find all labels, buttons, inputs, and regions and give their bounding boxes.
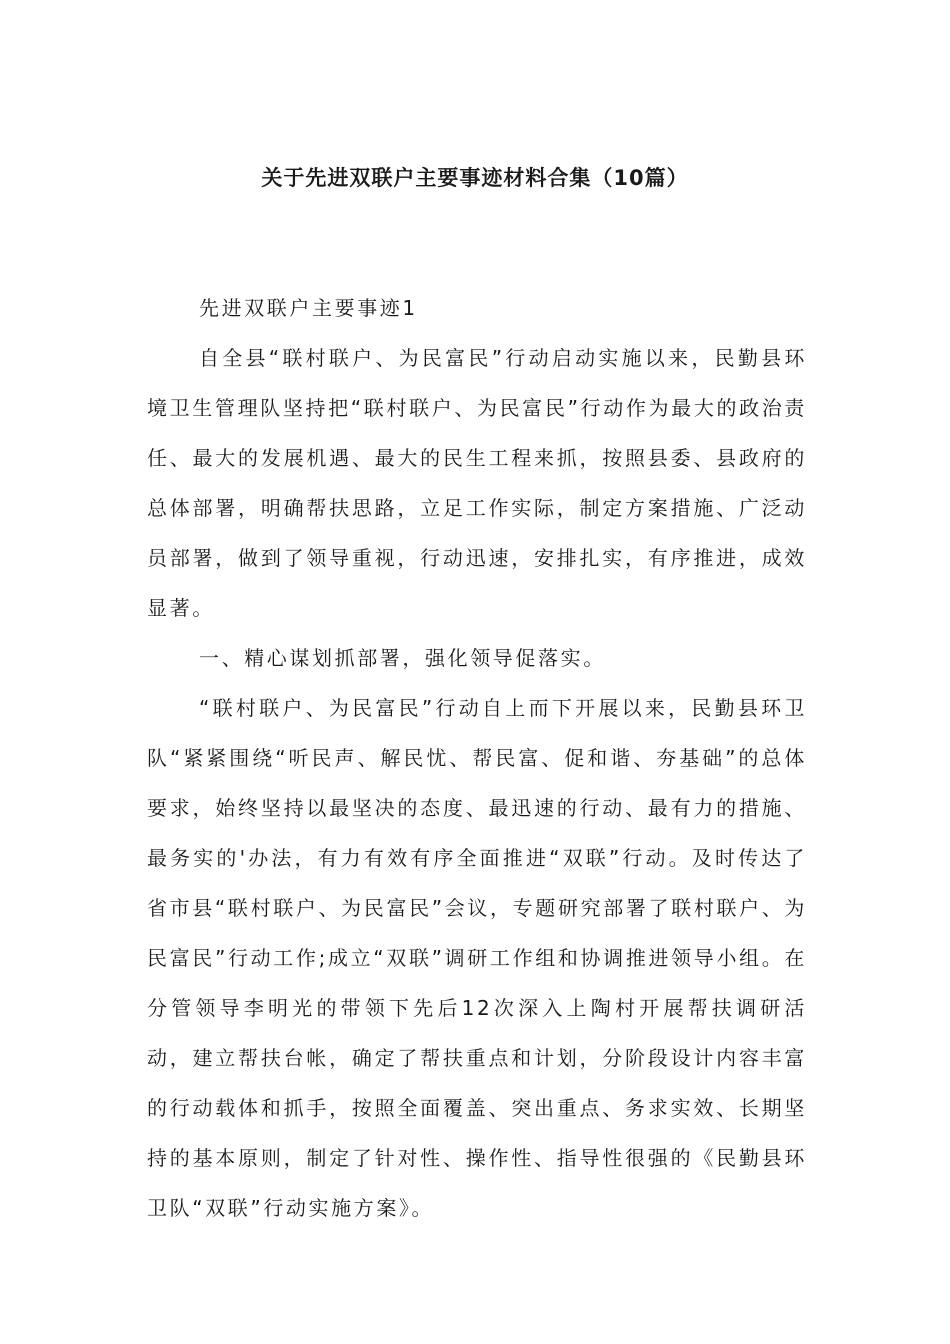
document-body	[147, 283, 807, 1233]
section-heading: 先进双联户主要事迹1	[199, 296, 418, 320]
document-title: 关于先进双联户主要事迹材料合集（10篇）	[261, 166, 689, 190]
subsection-heading: 一、精心谋划抓部署，强化领导促落实。	[199, 646, 606, 670]
body-paragraph: “联村联户、为民富民”行动自上而下开展以来，民勤县环卫队“紧紧围绕“听民声、解民忧、帮民富、促和谐、夯基础”的总体要求，始终坚持以最坚决的态度、最迅速的行动、最有力的措施、最务实的'办法，有力有效有序全面推进“双联”行动。及时传达了省市县“联村联户、为民富民”会议，专题研究部署了联村联户、为民富民”行动工作;成立“双联”调研工作组和协调推进领导小组。在分管领导李明光的带领下先后12次深入上陶村开展帮扶调研活动，建立帮扶台帐，确定了帮扶重点和计划，分阶段设计内容丰富的行动载体和抓手，按照全面覆盖、突出重点、务求实效、长期坚持的基本原则，制定了针对性、操作性、指导性很强的《民勤县环卫队“双联”行动实施方案》。	[147, 696, 807, 1220]
body-paragraph: 自全县“联村联户、为民富民”行动启动实施以来，民勤县环境卫生管理队坚持把“联村联户、为民富民”行动作为最大的政治责任、最大的发展机遇、最大的民生工程来抓，按照县委、县政府的总体部署，明确帮扶思路，立足工作实际，制定方案措施、广泛动员部署，做到了领导重视，行动迅速，安排扎实，有序推进，成效显著。	[147, 346, 807, 620]
